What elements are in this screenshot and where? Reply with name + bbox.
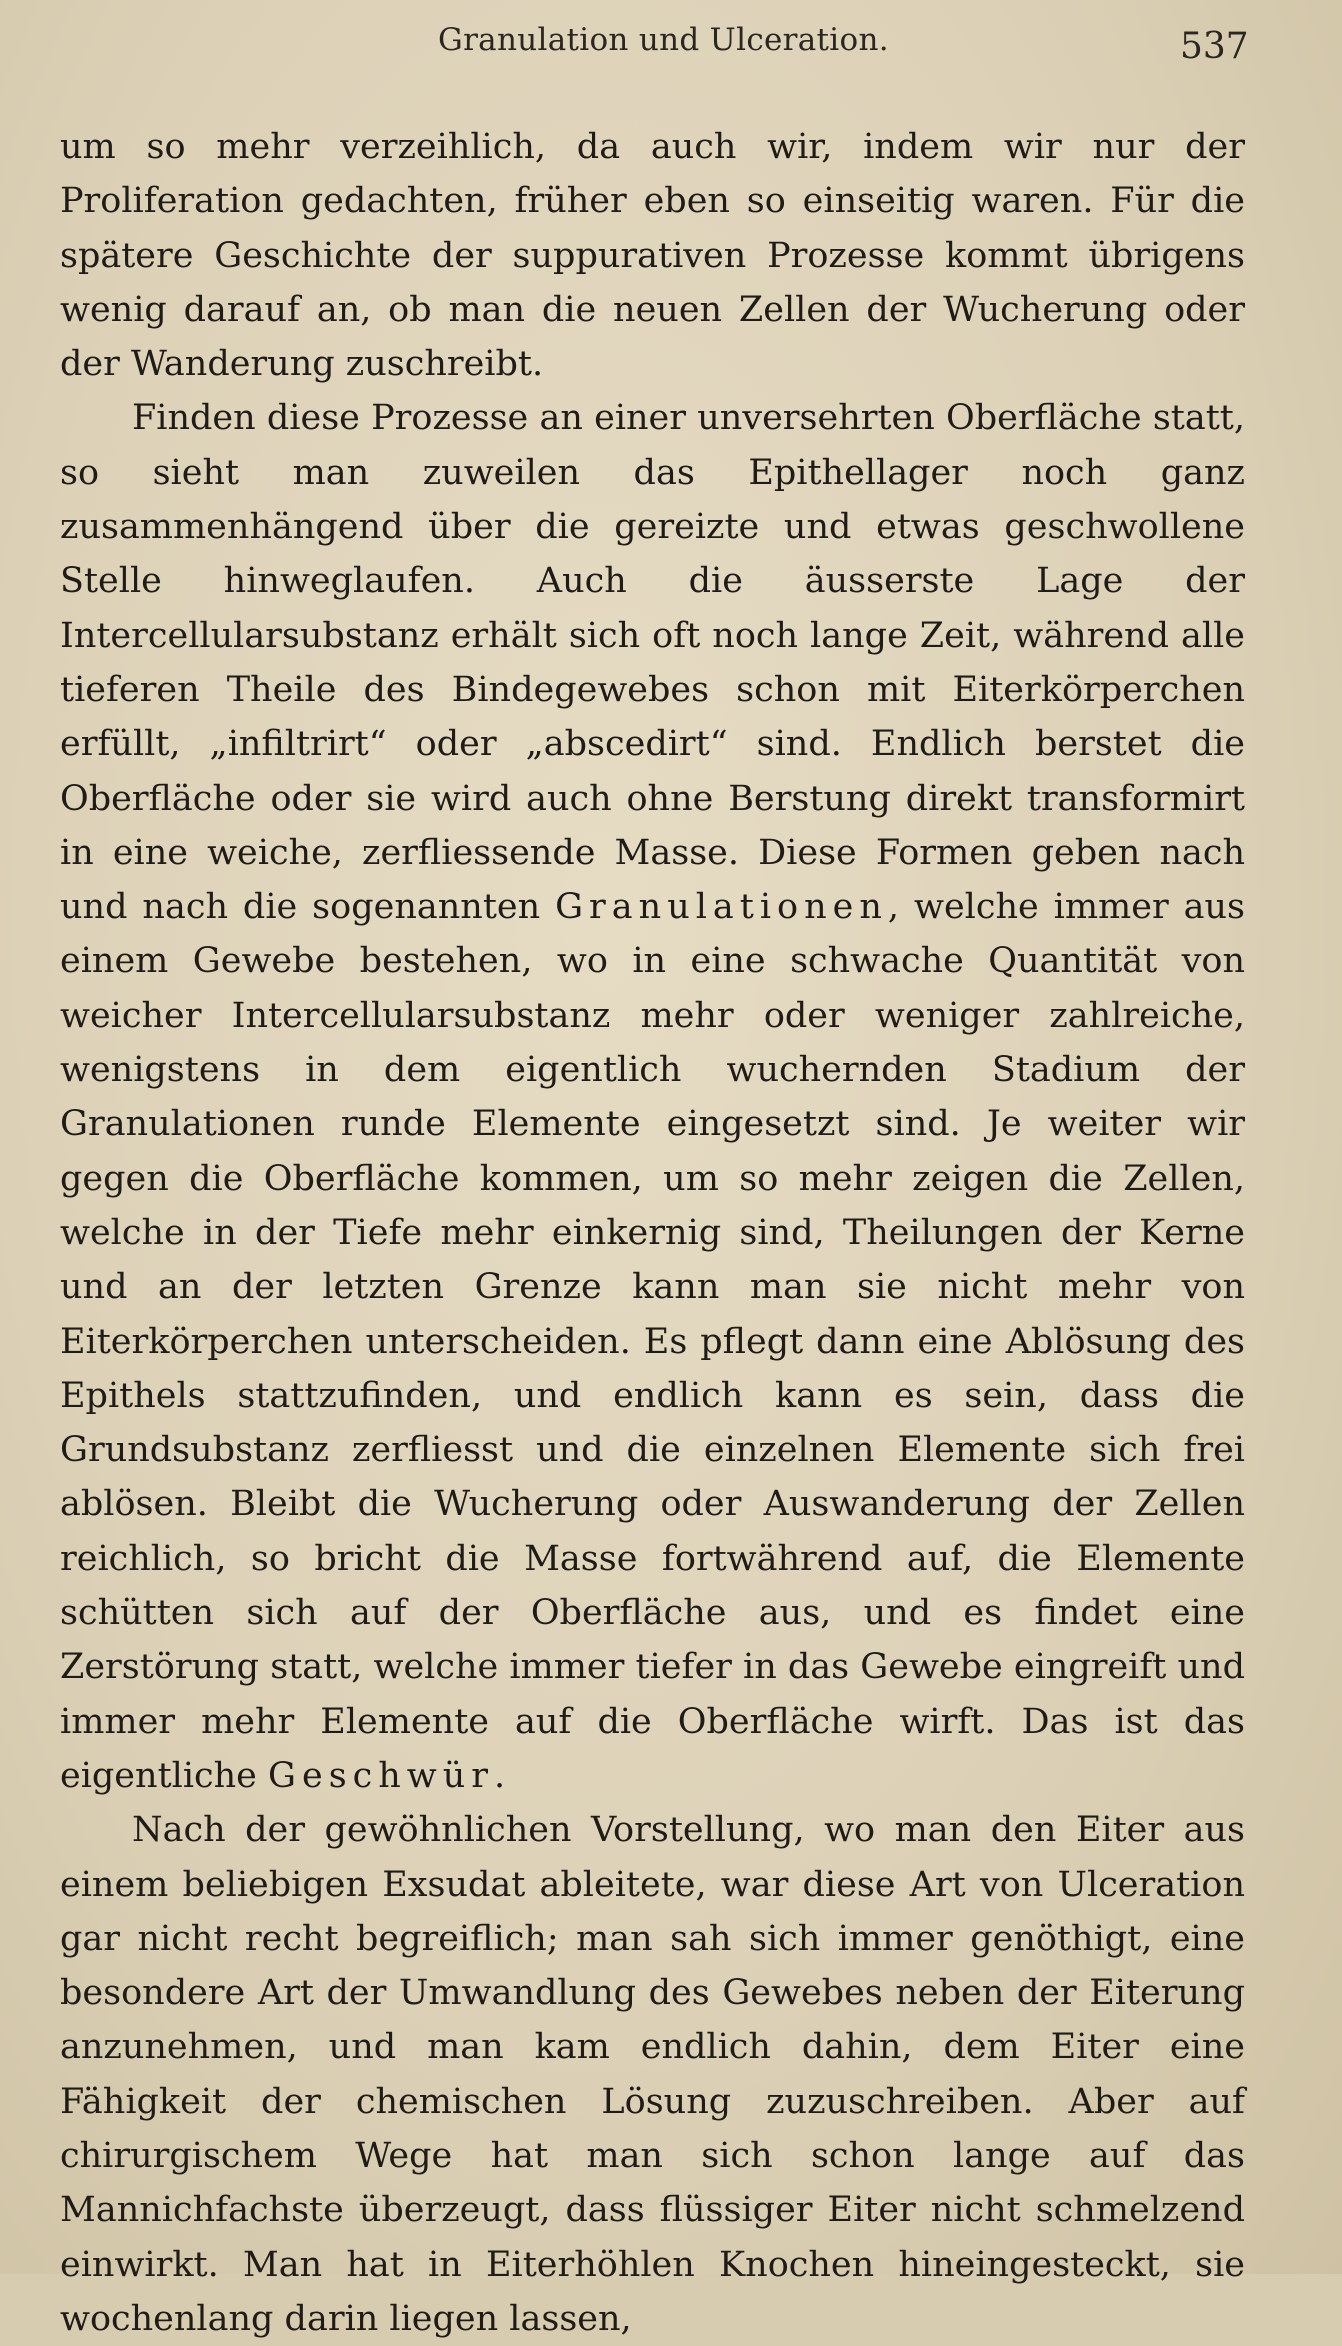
paragraph-2-part-1: Finden diese Prozesse an einer unversehrten Oberfläche statt, so sieht man zuweilen das Epithellager noch ganz zusammenhängend über die gereizte und etwas geschwollene Stelle hinweglaufen. Auch die äusserste Lage der Intercellularsubstanz erhält sich oft noch lange Zeit, während alle tieferen Theile des Bindegewebes schon mit Eiterkörperchen erfüllt, „infiltrirt“ oder „abscedirt“ sind. Endlich berstet die Oberfläche oder sie wird auch ohne Berstung direkt transformirt in eine weiche, zerfliessende Masse. Diese Formen geben nach und nach die sogenannten — [60, 398, 1245, 928]
running-title: Granulation und Ulceration. — [438, 22, 889, 58]
paragraph-2 — [60, 391, 1245, 1803]
term-geschwuer: Geschwür — [268, 1755, 495, 1796]
paragraph-3: Nach der gewöhnlichen Vorstellung, wo man den Eiter aus einem beliebigen Exsudat ableitete, war diese Art von Ulceration gar nicht recht begreiflich; man sah sich immer genöthigt, eine besondere Art der Umwandlung des Gewebes neben der Eiterung anzunehmen, und man kam endlich dahin, dem Eiter eine Fähigkeit der chemischen Lösung zuzuschreiben. Aber auf chirurgischem Wege hat man sich schon lange auf das Mannichfachste überzeugt, dass flüssiger Eiter nicht schmelzend einwirkt. Man hat in Eiterhöhlen Knochen hineingesteckt, sie wochenlang darin liegen lassen, — [60, 1810, 1245, 2339]
paragraph-2-part-3: . — [494, 1755, 506, 1796]
paragraph-2-part-2: , welche immer aus einem Gewebe bestehen, wo in eine schwache Quantität von weicher Intercellularsubstanz mehr oder weniger zahlreiche, wenigstens in dem eigentlich wuchernden Stadium der Granulationen runde Elemente eingesetzt sind. Je weiter wir gegen die Oberfläche kommen, um so mehr zeigen die Zellen, welche in der Tiefe mehr einkernig sind, Theilungen der Kerne und an der letzten Grenze kann man sie nicht mehr von Eiterkörperchen unterscheiden. Es pflegt dann eine Ablösung des Epithels stattzufinden, und endlich kann es sein, dass die Grundsubstanz zerfliesst und die einzelnen Elemente sich frei ablösen. Bleibt die Wucherung oder Auswanderung der Zellen reichlich, so bricht die Masse fortwährend auf, die Elemente schütten sich auf der Oberfläche aus, und es findet eine Zerstörung statt, welche immer tiefer in das Gewebe eingreift und immer mehr Elemente auf die Oberfläche wirft. Das ist das eigentliche — [60, 887, 1245, 1796]
body-text — [60, 120, 1245, 2346]
page-number: 537 — [1180, 26, 1249, 67]
paragraph-1: um so mehr verzeihlich, da auch wir, indem wir nur der Proliferation gedachten, früher eben so einseitig waren. Für die spätere Geschichte der suppurativen Prozesse kommt übrigens wenig darauf an, ob man die neuen Zellen der Wucherung oder der Wanderung zuschreibt. — [60, 127, 1245, 385]
term-granulationen: Granulationen — [555, 887, 888, 928]
